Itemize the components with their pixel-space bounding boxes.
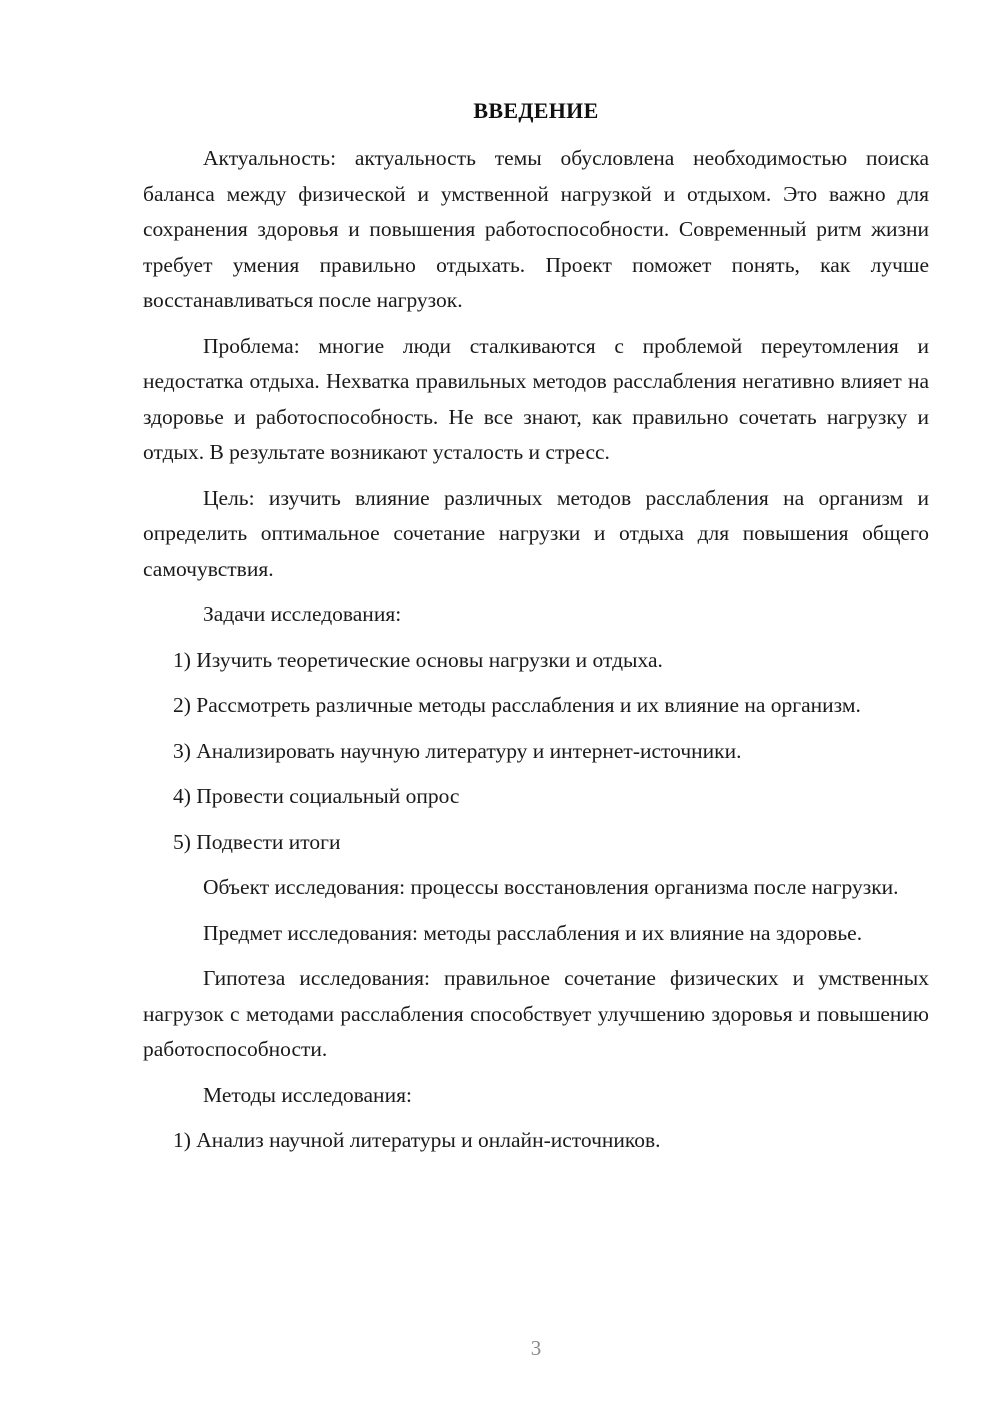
subject-paragraph: Предмет исследования: методы расслабления и их влияние на здоровье. [203,920,863,945]
task-item: 2) Рассмотреть различные методы расслабления и их влияние на организм. [173,693,861,717]
body-text [143,141,929,1159]
tasks-title: Задачи исследования: [203,602,402,626]
hypothesis-paragraph: Гипотеза исследования: правильное сочетание физических и умственных нагрузок с методами расслабления способствует улучшению здоровья и повышению работоспособности. [143,966,929,1061]
task-item: 1) Изучить теоретические основы нагрузки и отдыха. [173,647,663,672]
object-paragraph: Объект исследования: процессы восстановления организма после нагрузки. [203,875,899,899]
methods-title: Методы исследования: [203,1082,412,1107]
goal-paragraph: Цель: изучить влияние различных методов расслабления на организм и определить оптимальное сочетание нагрузки и отдыха для повышения общего самочувствия. [143,485,929,581]
problem-paragraph: Проблема: многие люди сталкиваются с проблемой переутомления и недостатка отдыха. Нехватка правильных методов расслабления негативно влияет на здоровье и работоспособность. Не все знают, как правильно сочетать нагрузку и отдых. В результате возникают усталость и стресс. [143,333,929,464]
task-item: 3) Анализировать научную литературу и интернет-источники. [173,738,742,763]
task-item: 4) Провести социальный опрос [173,784,460,808]
method-item: 1) Анализ научной литературы и онлайн-источников. [173,1128,661,1152]
page-number: 3 [530,1336,542,1360]
section-heading: ВВЕДЕНИЕ [473,98,599,123]
relevance-paragraph: Актуальность: актуальность темы обусловлена необходимостью поиска баланса между физической и умственной нагрузкой и отдыхом. Это важно для сохранения здоровья и повышения работоспособности. Современный ритм жизни требует умения правильно отдыхать. Проект поможет понять, как лучше восстанавливаться после нагрузок. [143,146,929,312]
task-item: 5) Подвести итоги [173,829,341,854]
